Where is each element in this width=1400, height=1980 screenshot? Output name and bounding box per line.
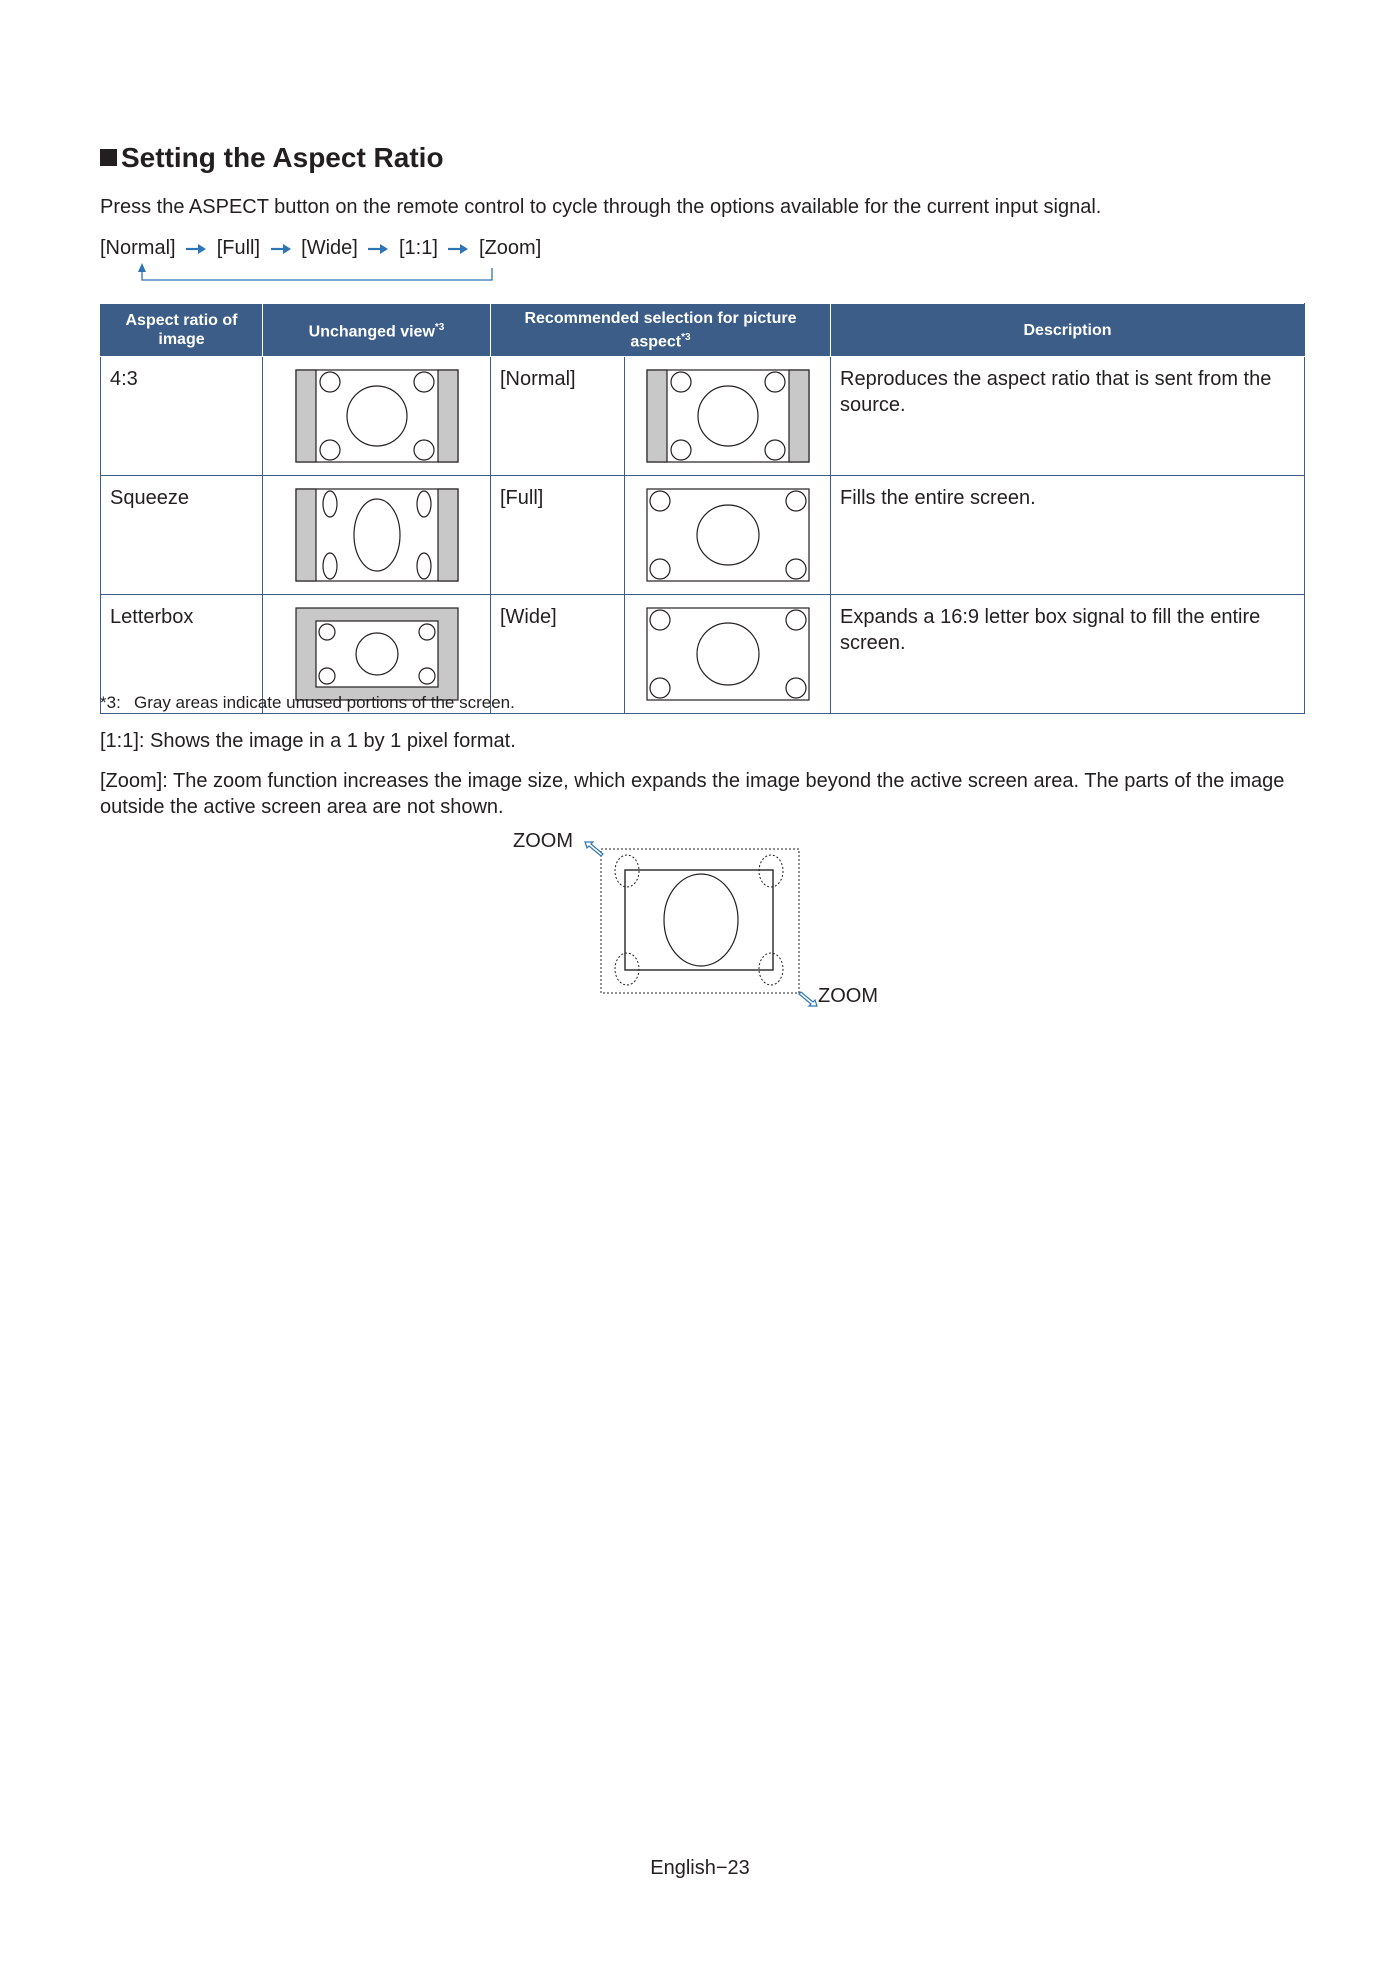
selection-cell: [Wide] (491, 595, 625, 714)
aspect-cycle (100, 236, 541, 260)
selection-cell: [Full] (491, 476, 625, 595)
description-cell: Expands a 16:9 letter box signal to fill the entire screen. (831, 595, 1305, 714)
unchanged-view-cell (263, 357, 491, 476)
zoom-arrow-top-left-icon (584, 840, 606, 860)
aspect-cell: Letterbox (101, 595, 263, 714)
arrow-right-icon (270, 243, 292, 255)
cycle-option-normal: [Normal] (100, 237, 176, 259)
squeeze-illustration (295, 488, 459, 582)
heading-text: Setting the Aspect Ratio (121, 142, 444, 173)
cycle-option-full: [Full] (216, 237, 261, 259)
zoom-label-bottom: ZOOM (818, 985, 878, 1007)
footnote (100, 693, 515, 713)
wide-aspect-illustration (646, 607, 810, 701)
intro-text: Press the ASPECT button on the remote control to cycle through the options available for the current input signal. (100, 196, 1102, 218)
square-bullet-icon (100, 149, 117, 166)
zoom-arrow-bottom-right-icon (796, 988, 818, 1008)
cycle-return-line (100, 262, 500, 286)
header-aspect: Aspect ratio of image (101, 304, 263, 357)
recommended-view-cell (625, 357, 831, 476)
aspect-cell: Squeeze (101, 476, 263, 595)
page-footer: English−23 (650, 1857, 750, 1879)
pillarbox-4-3-illustration (295, 369, 459, 463)
table-header-row (101, 304, 1305, 357)
zoom-illustration (600, 848, 810, 1008)
footnote-mark: *3: (100, 693, 121, 712)
aspect-table (100, 303, 1305, 714)
unchanged-view-cell (263, 476, 491, 595)
letterbox-illustration (295, 607, 459, 701)
arrow-right-icon (447, 243, 469, 255)
footnote-text: Gray areas indicate unused portions of the screen. (134, 693, 515, 712)
cycle-option-zoom: [Zoom] (479, 237, 542, 259)
header-recommended: Recommended selection for picture aspect$^{*3}$ (491, 304, 831, 357)
header-description: Description (831, 304, 1305, 357)
recommended-view-cell (625, 476, 831, 595)
zoom-text: [Zoom]: The zoom function increases the image size, which expands the image beyond the active screen area. The parts of the image outside the active screen area are not shown. (100, 770, 1285, 818)
full-aspect-illustration (646, 488, 810, 582)
footnote-mark: *3 (434, 322, 445, 334)
one-to-one-text: [1:1]: Shows the image in a 1 by 1 pixel format. (100, 730, 516, 752)
footnote-mark: *3 (681, 331, 691, 343)
header-unchanged: Unchanged view$^{*3}$ (263, 304, 491, 357)
normal-aspect-illustration (646, 369, 810, 463)
table-row (101, 357, 1305, 476)
table-row (101, 476, 1305, 595)
description-cell: Fills the entire screen. (831, 476, 1305, 595)
description-cell: Reproduces the aspect ratio that is sent from the source. (831, 357, 1305, 476)
aspect-cell: 4:3 (101, 357, 263, 476)
recommended-view-cell (625, 595, 831, 714)
page-heading (100, 142, 444, 174)
cycle-option-wide: [Wide] (301, 237, 358, 259)
arrow-right-icon (185, 243, 207, 255)
arrow-right-icon (367, 243, 389, 255)
cycle-option-1-1: [1:1] (398, 237, 438, 259)
zoom-label-top: ZOOM (513, 830, 573, 852)
selection-cell: [Normal] (491, 357, 625, 476)
